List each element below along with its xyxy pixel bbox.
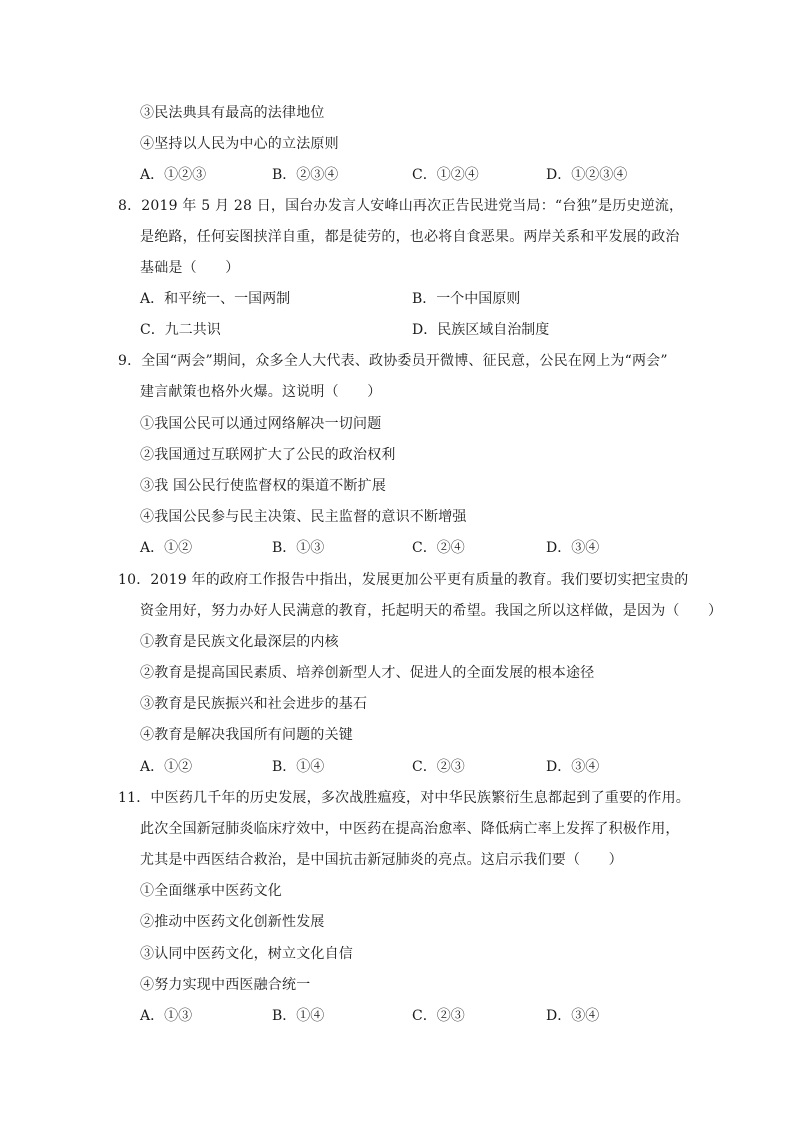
q9-statement-2: ②我国通过互联网扩大了公民的政治权利: [140, 447, 396, 463]
q8-stem-line-1: 8．2019 年 5 月 28 日，国台办发言人安峰山再次正告民进党当局：“台独”是历史逆流，: [118, 198, 684, 214]
q10-option-d: D．③④: [546, 759, 600, 775]
q8-option-a: A．和平统一、一国两制: [140, 291, 291, 307]
q9-statement-3: ③我 国公民行使监督权的渠道不断扩展: [140, 478, 387, 494]
q10-option-c: C．②③: [412, 759, 465, 775]
q7-option-b: B．②③④: [272, 167, 339, 183]
q8-option-d: D．民族区域自治制度: [412, 322, 550, 338]
q10-statement-3: ③教育是民族振兴和社会进步的基石: [140, 696, 368, 712]
q10-option-a: A．①②: [140, 759, 193, 775]
q11-statement-4: ④努力实现中西医融合统一: [140, 977, 311, 993]
q8-option-c: C．九二共识: [140, 322, 221, 338]
q10-stem-line-2: 资金用好，努力办好人民满意的教育，托起明天的希望。我国之所以这样做，是因为（ ）: [140, 603, 723, 619]
q7-statement-3: ③民法典具有最高的法律地位: [140, 105, 325, 121]
q9-stem-line-1: 9．全国“两会”期间，众多全人大代表、政协委员开微博、征民意，公民在网上为“两会”: [118, 353, 668, 369]
q11-option-d: D．③④: [546, 1008, 600, 1024]
q8-stem-line-2: 是绝路，任何妄图挟洋自重，都是徒劳的，也必将自食恶果。两岸关系和平发展的政治: [140, 229, 680, 245]
q10-statement-4: ④教育是解决我国所有问题的关键: [140, 727, 353, 743]
q7-option-d: D．①②③④: [546, 167, 628, 183]
q11-statement-1: ①全面继承中医药文化: [140, 883, 282, 899]
q7-statement-4: ④坚持以人民为中心的立法原则: [140, 136, 339, 152]
q9-option-b: B．①③: [272, 540, 325, 556]
q10-statement-1: ①教育是民族文化最深层的内核: [140, 634, 339, 650]
q8-stem-line-3: 基础是（ ）: [140, 260, 240, 276]
q9-option-a: A．①②: [140, 540, 193, 556]
q11-stem-line-2: 此次全国新冠肺炎临床疗效中，中医药在提高治愈率、降低病亡率上发挥了积极作用，: [140, 821, 680, 837]
q11-option-a: A．①③: [140, 1008, 193, 1024]
q11-option-b: B．①④: [272, 1008, 325, 1024]
q11-stem-line-1: 11．中医药几千年的历史发展，多次战胜瘟疫，对中华民族繁衍生息都起到了重要的作用。: [118, 790, 691, 806]
q10-statement-2: ②教育是提高国民素质、培养创新型人才、促进人的全面发展的根本途径: [140, 665, 595, 681]
q11-statement-3: ③认同中医药文化，树立文化自信: [140, 946, 353, 962]
q8-option-b: B．一个中国原则: [412, 291, 521, 307]
q9-statement-4: ④我国公民参与民主决策、民主监督的意识不断增强: [140, 509, 467, 525]
q10-option-b: B．①④: [272, 759, 325, 775]
q9-option-c: C．②④: [412, 540, 465, 556]
q9-option-d: D．③④: [546, 540, 600, 556]
q9-statement-1: ①我国公民可以通过网络解决一切问题: [140, 416, 382, 432]
q10-stem-line-1: 10．2019 年的政府工作报告中指出，发展更加公平更有质量的教育。我们要切实把宝贵的: [118, 572, 689, 588]
q11-statement-2: ②推动中医药文化创新性发展: [140, 914, 325, 930]
q11-option-c: C．②③: [412, 1008, 465, 1024]
q11-stem-line-3: 尤其是中西医结合救治，是中国抗击新冠肺炎的亮点。这启示我们要（ ）: [140, 852, 623, 868]
q9-stem-line-2: 建言献策也格外火爆。这说明（ ）: [140, 384, 382, 400]
q7-option-a: A．①②③: [140, 167, 207, 183]
q7-option-c: C．①②④: [412, 167, 479, 183]
